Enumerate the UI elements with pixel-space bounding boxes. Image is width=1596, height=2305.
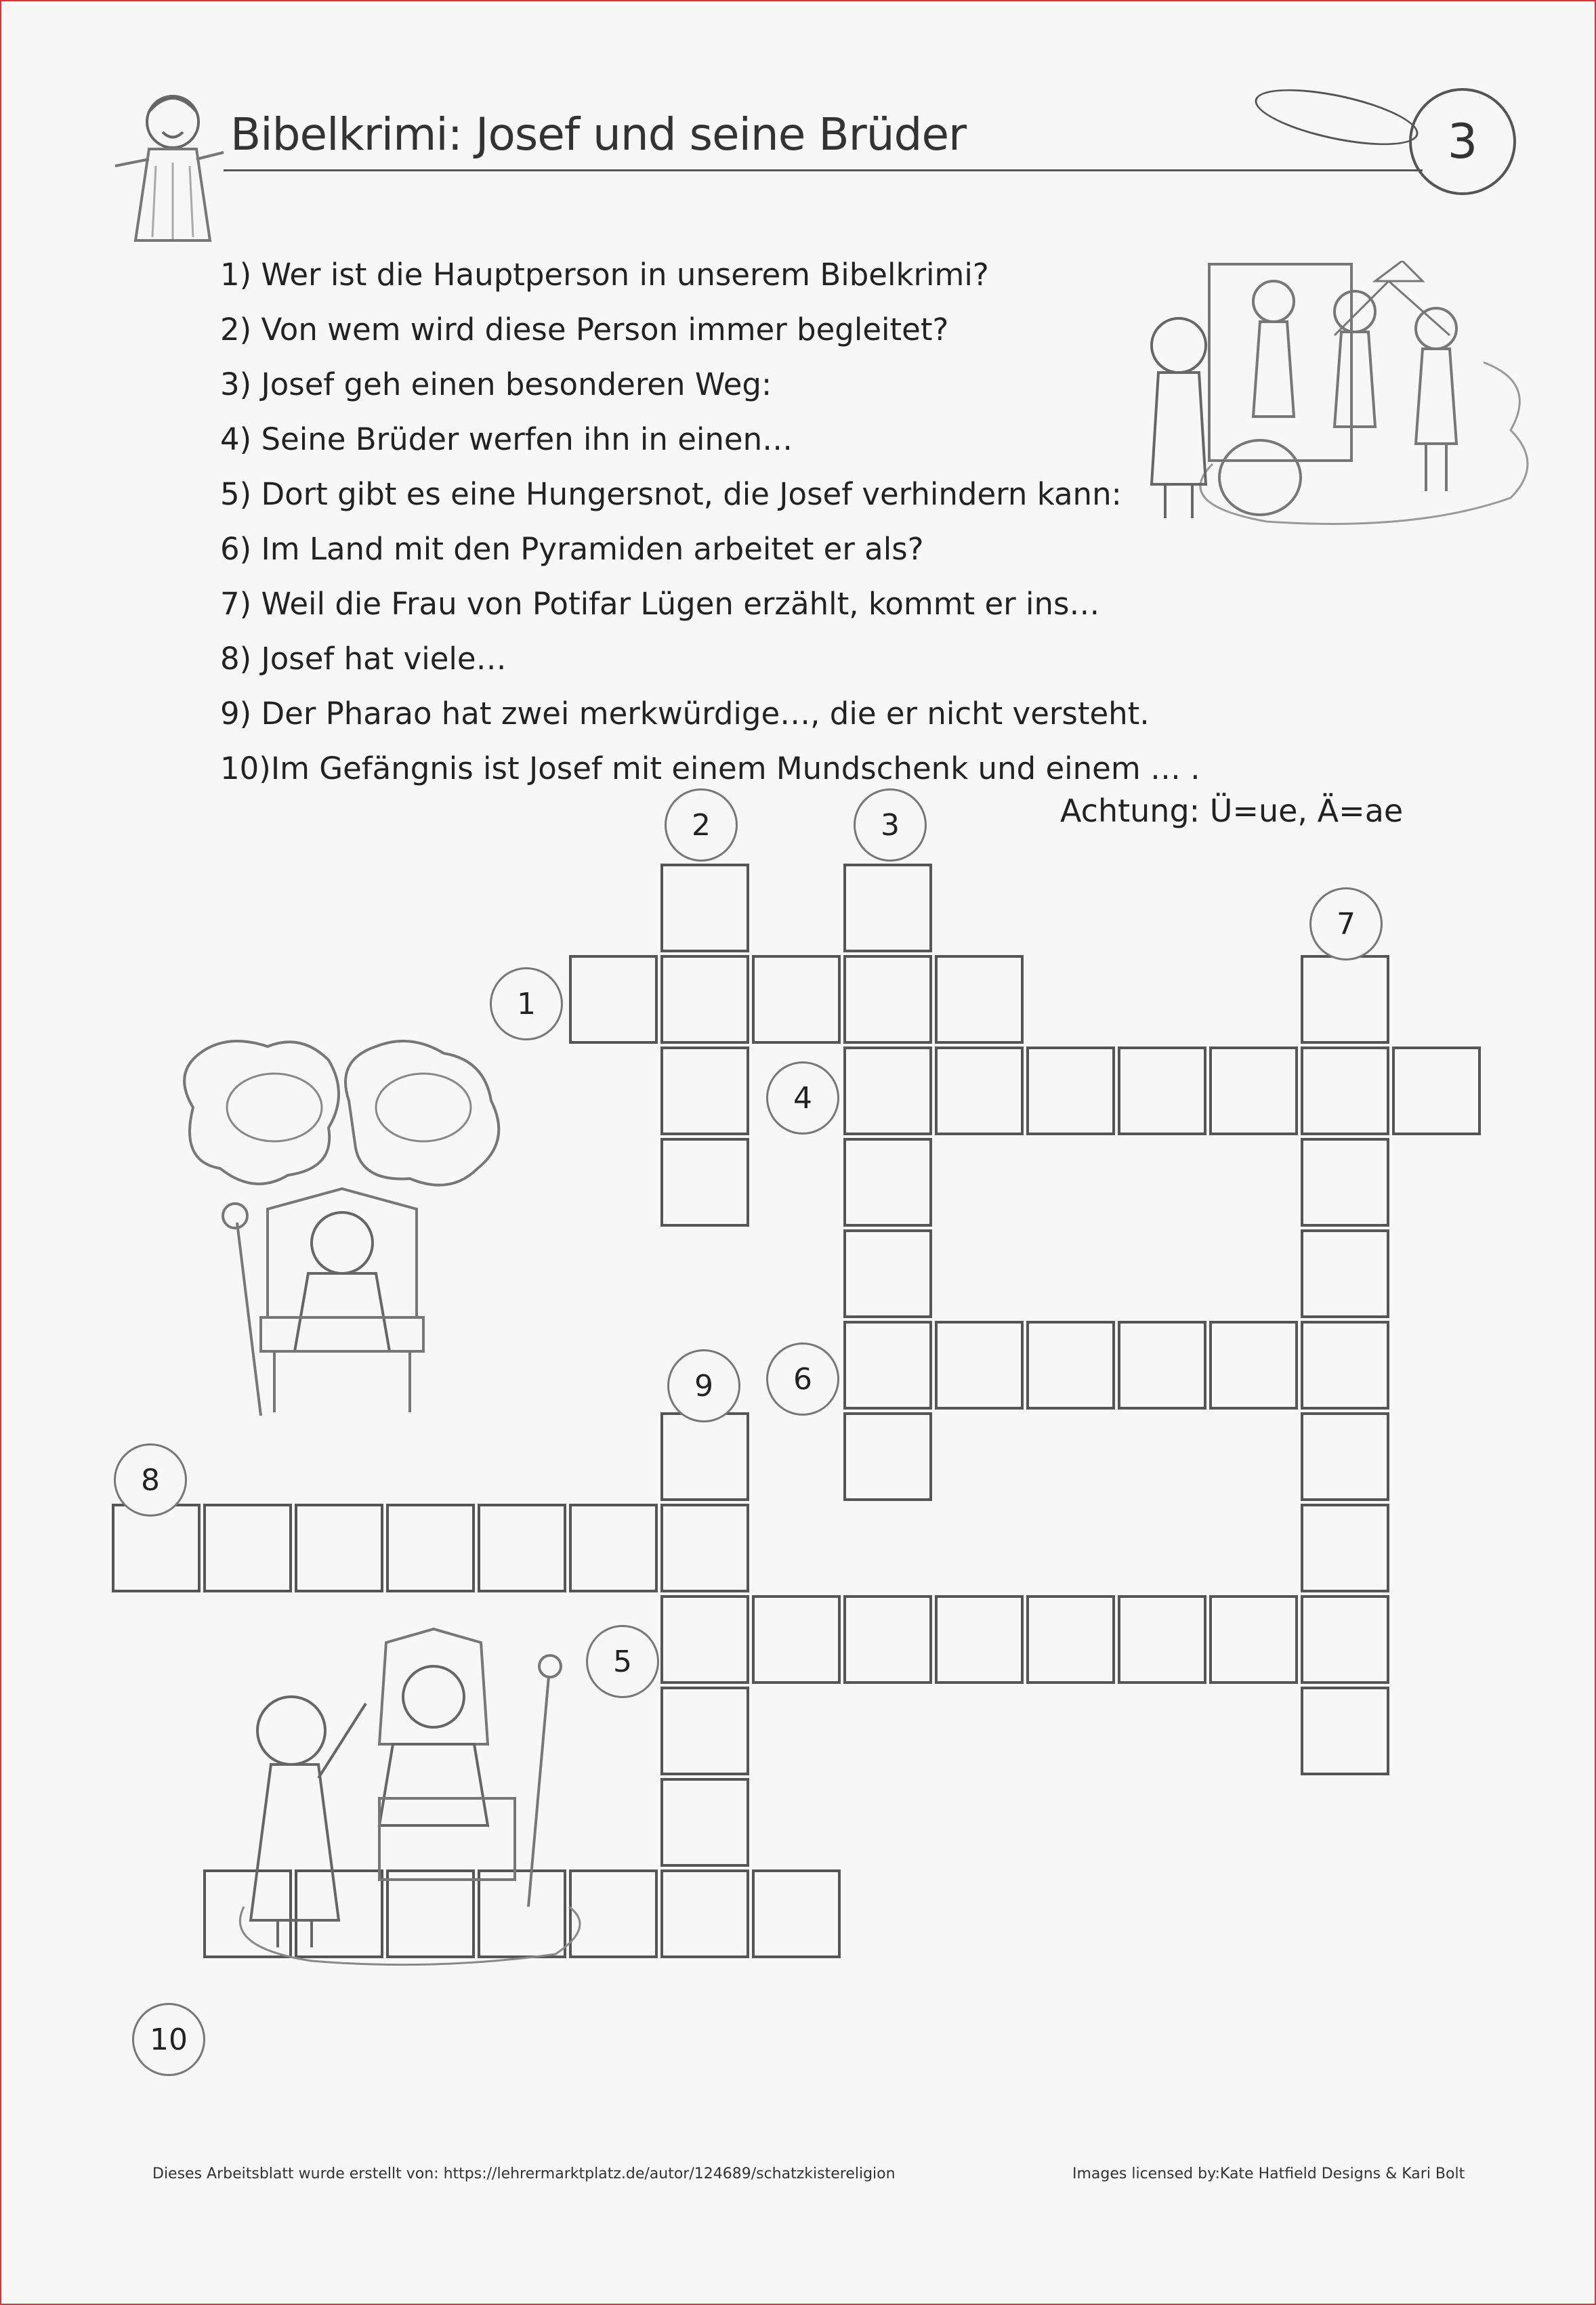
hint-note: Achtung: Ü=ue, Ä=ae — [1060, 792, 1404, 829]
crossword-cell[interactable] — [112, 1504, 201, 1592]
question-item: 10)Im Gefängnis ist Josef mit einem Mundschenk und einem … . — [220, 750, 1200, 786]
crossword-cell[interactable] — [203, 1504, 292, 1592]
crossword-cell[interactable] — [843, 1595, 932, 1684]
clue-number: 4 — [766, 1061, 839, 1135]
crossword-cell[interactable] — [1301, 1412, 1389, 1501]
crossword-cell[interactable] — [843, 955, 932, 1044]
crossword-cell[interactable] — [1118, 1321, 1206, 1410]
title-divider — [224, 169, 1423, 171]
crossword-cell[interactable] — [1301, 1687, 1389, 1775]
crossword-cell[interactable] — [1301, 1595, 1389, 1684]
crossword-cell[interactable] — [569, 1504, 658, 1592]
crossword-cell[interactable] — [660, 1869, 749, 1958]
crossword-cell[interactable] — [935, 1321, 1024, 1410]
crossword-cell[interactable] — [1118, 1046, 1206, 1135]
crossword-cell[interactable] — [935, 1046, 1024, 1135]
crossword-cell[interactable] — [843, 1321, 932, 1410]
clue-number: 9 — [667, 1349, 740, 1422]
crossword-cell[interactable] — [660, 1778, 749, 1867]
question-item: 6) Im Land mit den Pyramiden arbeitet er als? — [220, 531, 924, 567]
clue-number: 1 — [490, 967, 563, 1040]
crossword-cell[interactable] — [843, 1412, 932, 1501]
crossword-cell[interactable] — [1301, 1321, 1389, 1410]
crossword-cell[interactable] — [1026, 1595, 1115, 1684]
crossword-cell[interactable] — [843, 864, 932, 952]
pharao-dream-illustration — [173, 1033, 525, 1426]
clue-number: 7 — [1309, 887, 1383, 960]
question-item: 1) Wer ist die Hauptperson in unserem Bibelkrimi? — [220, 257, 989, 293]
crossword-cell[interactable] — [1301, 1046, 1389, 1135]
page-title: Bibelkrimi: Josef und seine Brüder — [230, 108, 967, 161]
crossword-cell[interactable] — [1392, 1046, 1481, 1135]
crossword-cell[interactable] — [843, 1138, 932, 1227]
footer-license: Images licensed by:Kate Hatfield Designs & Kari Bolt — [1072, 2165, 1465, 2182]
crossword-cell[interactable] — [1301, 1504, 1389, 1592]
clue-number: 3 — [854, 788, 927, 862]
crossword-cell[interactable] — [660, 1504, 749, 1592]
crossword-cell[interactable] — [1026, 1321, 1115, 1410]
crossword-cell[interactable] — [1301, 1138, 1389, 1227]
crossword-cell[interactable] — [935, 1595, 1024, 1684]
crossword-cell[interactable] — [843, 1229, 932, 1318]
question-item: 3) Josef geh einen besonderen Weg: — [220, 366, 772, 402]
clue-number: 8 — [114, 1443, 187, 1517]
brothers-illustration — [1131, 261, 1545, 532]
josef-figure-icon — [108, 85, 230, 254]
clue-number: 5 — [586, 1625, 659, 1698]
question-item: 8) Josef hat viele… — [220, 641, 507, 677]
footer-author: Dieses Arbeitsblatt wurde erstellt von: https://lehrermarktplatz.de/autor/124689/schatzkistereligion — [152, 2165, 896, 2182]
crossword-cell[interactable] — [660, 1138, 749, 1227]
crossword-cell[interactable] — [569, 955, 658, 1044]
crossword-cell[interactable] — [752, 1595, 841, 1684]
crossword-cell[interactable] — [1026, 1046, 1115, 1135]
crossword-cell[interactable] — [1301, 955, 1389, 1044]
crossword-cell[interactable] — [660, 1412, 749, 1501]
crossword-cell[interactable] — [1209, 1595, 1298, 1684]
page-number-badge: 3 — [1409, 88, 1516, 195]
question-item: 9) Der Pharao hat zwei merkwürdige…, die er nicht versteht. — [220, 696, 1150, 732]
clue-number: 6 — [766, 1342, 839, 1416]
question-item: 4) Seine Brüder werfen ihn in einen… — [220, 421, 793, 457]
question-list — [220, 247, 1200, 796]
crossword-cell[interactable] — [660, 1046, 749, 1135]
crossword-cell[interactable] — [660, 1687, 749, 1775]
crossword-cell[interactable] — [752, 1869, 841, 1958]
question-item: 7) Weil die Frau von Potifar Lügen erzählt, kommt er ins… — [220, 586, 1100, 622]
crossword-cell[interactable] — [295, 1504, 383, 1592]
crossword-cell[interactable] — [1118, 1595, 1206, 1684]
josef-pharao-illustration — [230, 1622, 596, 1974]
crossword-cell[interactable] — [1209, 1321, 1298, 1410]
crossword-cell[interactable] — [660, 864, 749, 952]
crossword-cell[interactable] — [478, 1504, 566, 1592]
crossword-cell[interactable] — [843, 1046, 932, 1135]
clue-number: 10 — [132, 2003, 205, 2076]
question-item: 5) Dort gibt es eine Hungersnot, die Josef verhindern kann: — [220, 476, 1122, 512]
crossword-cell[interactable] — [660, 955, 749, 1044]
question-item: 2) Von wem wird diese Person immer begleitet? — [220, 312, 949, 347]
crossword-cell[interactable] — [935, 955, 1024, 1044]
crossword-cell[interactable] — [1209, 1046, 1298, 1135]
crossword-cell[interactable] — [752, 955, 841, 1044]
clue-number: 2 — [665, 788, 738, 862]
crossword-cell[interactable] — [386, 1504, 475, 1592]
crossword-cell[interactable] — [1301, 1229, 1389, 1318]
crossword-cell[interactable] — [660, 1595, 749, 1684]
